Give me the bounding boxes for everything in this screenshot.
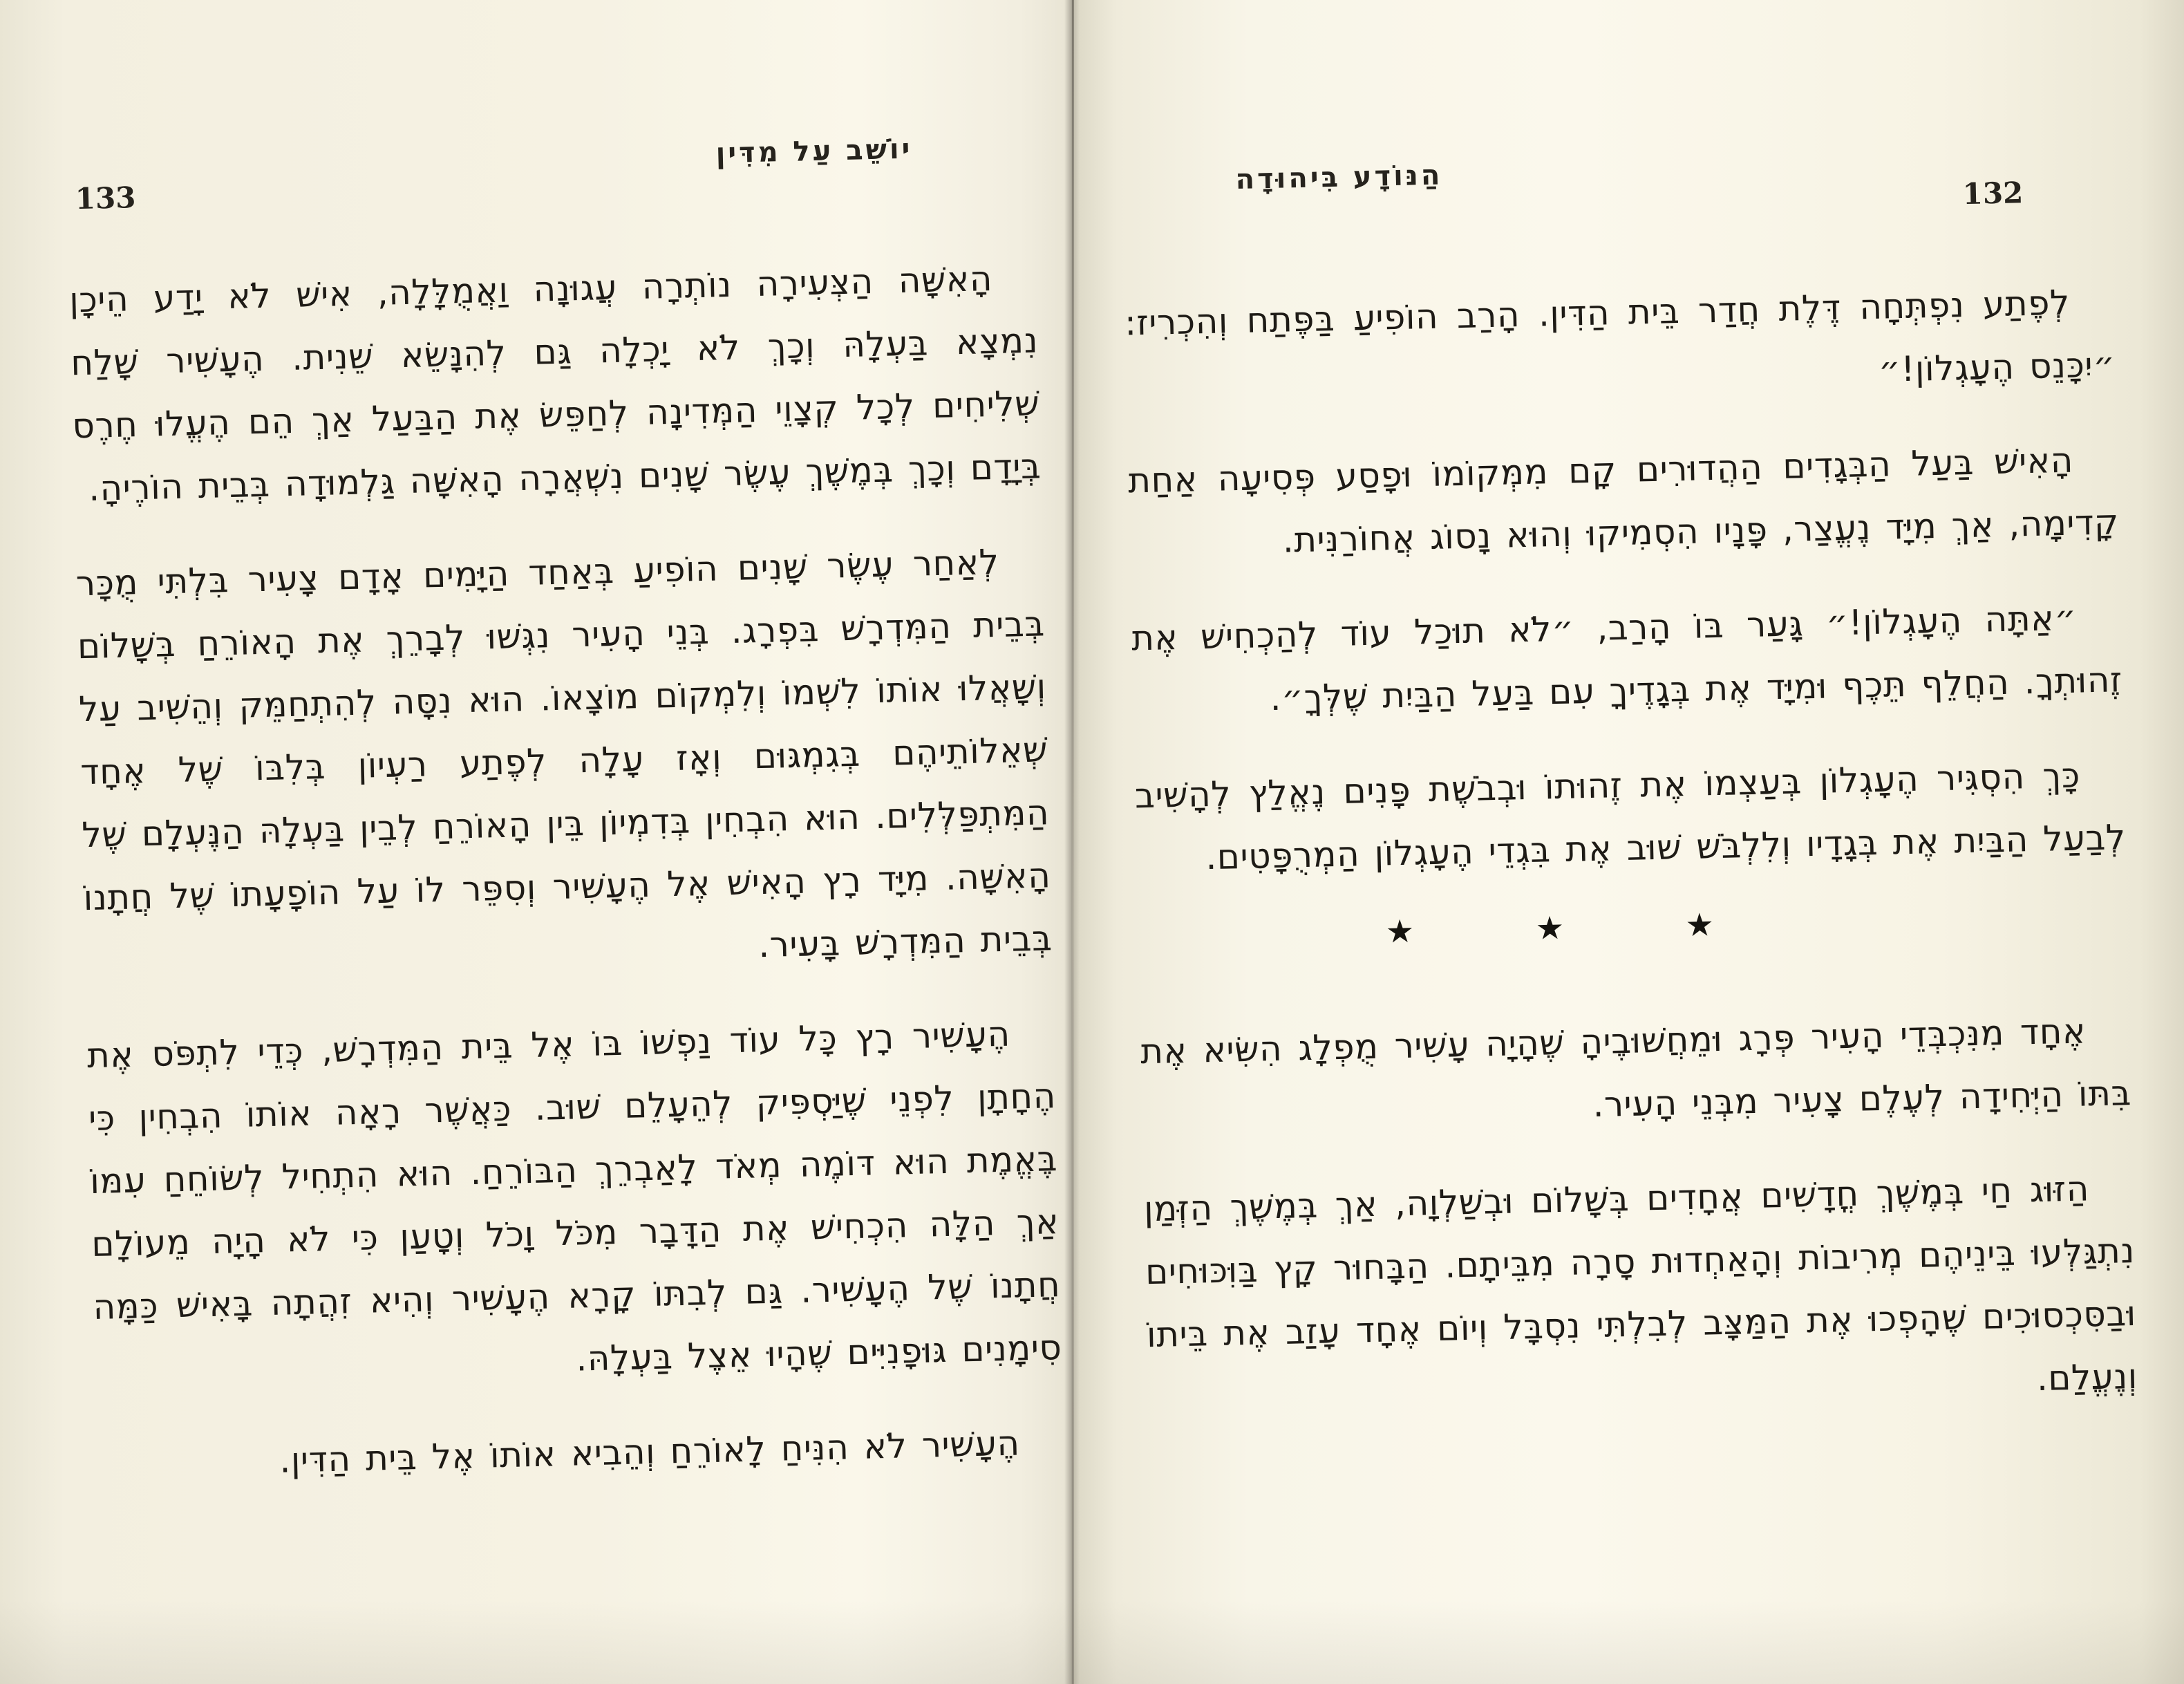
page-number-left: 133 — [75, 180, 136, 216]
right-page-body — [1124, 270, 2138, 1430]
paragraph: כָּךְ הִסְגִּיר הֶעָגְלוֹן בְּעַצְמוֹ אֶת זֶהוּתוֹ וּבְבֹשֶׁת פָּנִים נֶאֱלַץ לְהָשִׁיב לְבַעַל הַבַּיִת אֶת בְּגָדָיו וְלִלְבֹּשׁ שׁוּב אֶת בִּגְדֵי הֶעָגְלוֹן הַמְרֻפָּטִים. — [1134, 755, 2127, 878]
page-number-right: 132 — [1962, 176, 2024, 212]
paragraph: הַזּוּג חַי בְּמֶשֶׁךְ חֳדָשִׁים אֲחָדִים בְּשָׁלוֹם וּבְשַׁלְוָה, אַךְ בְּמֶשֶׁךְ הַזְּמַן נִתְגַּלְּעוּ בֵּינֵיהֶם מְרִיבוֹת וְהָאַחְדוּת סָרָה מִבֵּיתָם. הַבָּחוּר קָץ בַּוִּכּוּחִים וּבַסִּכְסוּכִים שֶׁהָפְכוּ אֶת הַמַּצָּב לְבִלְתִּי נִסְבָּל וְיוֹם אֶחָד עָזַב אֶת בֵּיתוֹ וְנֶעֱלַם. — [1143, 1168, 2138, 1398]
paragraph: הֶעָשִׁיר לֹא הִנִּיחַ לָאוֹרֵחַ וְהֵבִיא אוֹתוֹ אֶל בֵּית הַדִּין. — [279, 1423, 1021, 1481]
paragraph: הֶעָשִׁיר רָץ כָּל עוֹד נַפְשׁוֹ בּוֹ אֶל בֵּית הַמִּדְרָשׁ, כְּדֵי לִתְפֹּס אֶת הֶחָתָן לִפְנֵי שֶׁיַּסְפִּיק לְהֵעָלֵם שׁוּב. כַּאֲשֶׁר רָאָה אוֹתוֹ הִבְחִין כִּי בֶּאֱמֶת הוּא דּוֹמֶה מְאֹד לָאַבְרֵךְ הַבּוֹרֵחַ. הוּא הִתְחִיל לְשׂוֹחֵחַ עִמּוֹ אַךְ הַלָּה הִכְחִישׁ אֶת הַדָּבָר מִכֹּל וָכֹל וְטָעַן כִּי לֹא הָיָה מֵעוֹלָם חֲתָנוֹ שֶׁל הֶעָשִׁיר. גַּם לְבִתּוֹ קָרָא הֶעָשִׁיר וְהִיא זִהֲתָה בָּאִישׁ כַּמָּה סִימָנִים גּוּפָנִיִּים שֶׁהָיוּ אֵצֶל בַּעְלָהּ. — [86, 1013, 1062, 1379]
left-page — [0, 0, 1073, 1684]
running-header-left: יוֹשֵׁב עַל מִדִּין — [715, 133, 913, 170]
paragraph: ״אַתָּה הֶעָגְלוֹן!״ גָּעַר בּוֹ הָרַב, ״לֹא תוּכַל עוֹד לְהַכְחִישׁ אֶת זֶהוּתְךָ. הַחֲלֵף תֵּכֶף וּמִיָּד אֶת בְּגָדֶיךָ עִם בַּעַל הַבַּיִת שֶׁלְּךָ״. — [1131, 597, 2123, 719]
spine-crease-line — [1072, 0, 1074, 1684]
left-page-body — [68, 246, 1064, 1496]
paragraph: לְפֶתַע נִפְתְּחָה דֶּלֶת חֲדַר בֵּית הַדִּין. הָרַב הוֹפִיעַ בַּפֶּתַח וְהִכְרִיז: ״יִכָּנֵס הֶעָגְלוֹן!״ — [1124, 282, 2116, 390]
paragraph: לְאַחַר עֶשֶׂר שָׁנִים הוֹפִיעַ בְּאַחַד הַיָּמִים אָדָם צָעִיר בִּלְתִּי מֻכָּר בְּבֵית הַמִּדְרָשׁ בִּפְרָג. בְּנֵי הָעִיר נִגְּשׁוּ לְבָרֵךְ אֶת הָאוֹרֵחַ בְּשָׁלוֹם וְשָׁאֲלוּ אוֹתוֹ לִשְׁמוֹ וְלִמְקוֹם מוֹצָאוֹ. הוּא נִסָּה לְהִתְחַמֵּק וְהֵשִׁיב עַל שְׁאֵלוֹתֵיהֶם בְּגִמְגּוּם וְאָז עָלָה לְפֶתַע רַעְיוֹן בְּלִבּוֹ שֶׁל אֶחָד הַמִּתְפַּלְּלִים. הוּא הִבְחִין בְּדִמְיוֹן בֵּין הָאוֹרֵחַ לְבֵין בַּעְלָהּ הַנֶּעְלָם שֶׁל הָאִשָּׁה. מִיָּד רָץ הָאִישׁ אֶל הֶעָשִׁיר וְסִפֵּר לוֹ עַל הוֹפָעָתוֹ שֶׁל חֲתָנוֹ בְּבֵית הַמִּדְרָשׁ בָּעִיר. — [75, 541, 1053, 966]
paragraph: הָאִשָּׁה הַצְּעִירָה נוֹתְרָה עֲגוּנָה וַאֲמֻלָּלָה, אִישׁ לֹא יָדַע הֵיכָן נִמְצָא בַּעְלָהּ וְכָךְ לֹא יָכְלָה גַּם לְהִנָּשֵׂא שֵׁנִית. הֶעָשִׁיר שָׁלַח שְׁלִיחִים לְכָל קְצָוֵי הַמְּדִינָה לְחַפֵּשׂ אֶת הַבַּעַל אַךְ הֵם הֶעֱלוּ חֶרֶס בְּיָדָם וְכָךְ בְּמֶשֶׁךְ עֶשֶׂר שָׁנִים נִשְׁאֲרָה הָאִשָּׁה גַּלְמוּדָה בְּבֵית הוֹרֶיהָ. — [68, 258, 1042, 509]
paragraph: אֶחָד מִנִּכְבְּדֵי הָעִיר פְּרָג וּמֵחֲשׁוּבֶיהָ שֶׁהָיָה עָשִׁיר מֻפְלָג הִשִּׂיא אֶת בִּתּוֹ הַיְּחִידָה לְעֶלֶם צָעִיר מִבְּנֵי הָעִיר. — [1140, 1011, 2132, 1125]
right-page-body-top — [1124, 270, 2127, 890]
bottom-shadow — [0, 1601, 2184, 1684]
three-stars-separator: ★ ★ ★ — [1385, 904, 1769, 951]
right-page-body-bottom — [1140, 999, 2138, 1430]
right-page — [1073, 0, 2184, 1684]
paragraph: הָאִישׁ בַּעַל הַבְּגָדִים הַהֲדוּרִים קָם מִמְּקוֹמוֹ וּפָסַע פְּסִיעָה אַחַת קָדִימָה, אַךְ מִיָּד נֶעֱצַר, פָּנָיו הִסְמִיקוּ וְהוּא נָסוֹג אֲחוֹרַנִּית. — [1127, 440, 2120, 561]
running-header-right: הַנּוֹדָע בִּיהוּדָה — [1235, 159, 1443, 196]
